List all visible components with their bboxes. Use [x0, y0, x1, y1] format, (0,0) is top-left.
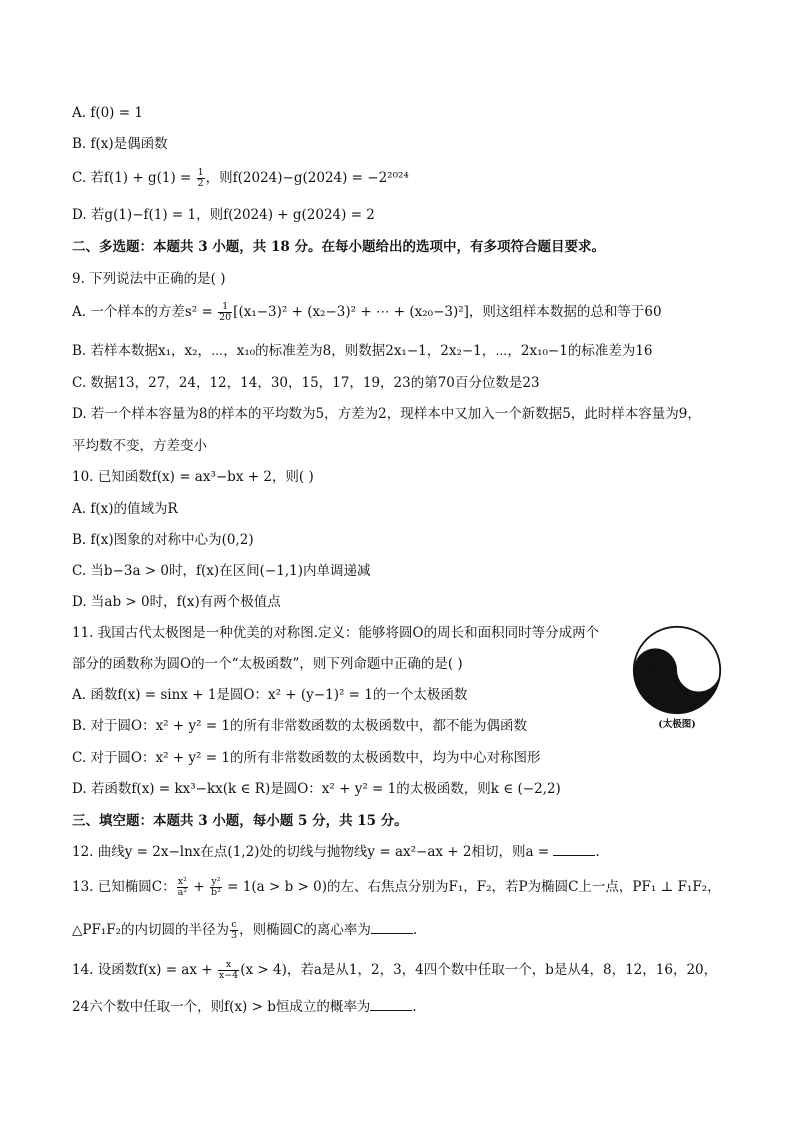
q10-option-c: C. 当b−3a > 0时，f(x)在区间(−1,1)内单调递减 — [72, 563, 371, 579]
q14-line2: 24六个数中任取一个，则f(x) > b恒成立的概率为 . — [72, 999, 417, 1015]
q9-option-d-line1: D. 若一个样本容量为8的样本的平均数为5，方差为2，现样本中又加入一个新数据5，此时样本容量为9， — [72, 406, 701, 422]
q10-option-a: A. f(x)的值域为R — [72, 501, 178, 517]
answer-blank — [371, 921, 413, 934]
fraction: $\frac{1}{20}$ — [219, 301, 232, 323]
answer-blank — [553, 843, 595, 856]
q9-stem: 9. 下列说法中正确的是( ) — [72, 271, 226, 287]
figure-caption: (太极图) — [658, 719, 696, 730]
section-heading-fill-in: 三、填空题：本题共 3 小题，每小题 5 分，共 15 分。 — [72, 813, 408, 829]
q11-stem-line1: 11. 我国古代太极图是一种优美的对称图.定义：能够将圆O的周长和面积同时等分成两个 — [72, 625, 600, 641]
answer-blank — [370, 998, 412, 1011]
q9-option-b: B. 若样本数据x₁，x₂，⋯，x₁₀的标准差为8，则数据2x₁−1，2x₂−1，⋯，2x₁₀−1的标准差为16 — [72, 343, 653, 359]
q10-option-d: D. 当ab > 0时，f(x)有两个极值点 — [72, 594, 281, 610]
taiji-figure — [632, 625, 722, 715]
q11-option-d: D. 若函数f(x) = kx³−kx(k ∈ R)是圆O：x² + y² = 1的太极函数，则k ∈ (−2,2) — [72, 781, 561, 797]
q8-option-a: A. f(0) = 1 — [72, 105, 143, 121]
q13-line1: 13. 已知椭圆C： $\frac{\text{x²}}{\text{a²}}$ + $\frac{\text{y²}}{\text{b²}}$ = 1(a > b > 0)的左、右焦点分别为F₁，F₂，若P为椭圆C上一点，PF₁ ⊥ F₁F₂， — [72, 876, 721, 898]
fraction: $\frac{x}{x-4}$ — [218, 959, 239, 981]
q10-option-b: B. f(x)图象的对称中心为(0,2) — [72, 532, 254, 548]
q11-option-c: C. 对于圆O：x² + y² = 1的所有非常数函数的太极函数中，均为中心对称图形 — [72, 750, 541, 766]
q13-line2: △PF₁F₂的内切圆的半径为 $\frac{c}{3}$ ，则椭圆C的离心率为 . — [72, 919, 418, 941]
q12: 12. 曲线y = 2x−lnx在点(1,2)处的切线与抛物线y = ax²−ax + 2相切，则a = . — [72, 844, 600, 860]
q9-option-d-line2: 平均数不变，方差变小 — [72, 438, 207, 454]
fraction: $\frac{1}{2}$ — [197, 167, 204, 189]
q11-option-a: A. 函数f(x) = sinx + 1是圆O：x² + (y−1)² = 1的一个太极函数 — [72, 687, 468, 703]
fraction: $\frac{\text{x²}}{\text{a²}}$ — [177, 876, 188, 898]
q14-line1: 14. 设函数f(x) = ax + $\frac{x}{x-4}$ (x > 4)，若a是从1，2，3，4四个数中任取一个，b是从4，8，12，16，20， — [72, 959, 718, 981]
q11-option-b: B. 对于圆O：x² + y² = 1的所有非常数函数的太极函数中，都不能为偶函数 — [72, 718, 528, 734]
q9-option-a: A. 一个样本的方差s² = $\frac{1}{20}$ [(x₁−3)² + (x₂−3)² + ⋯ + (x₂₀−3)²]，则这组样本数据的总和等于60 — [72, 301, 662, 323]
fraction: $\frac{\text{y²}}{\text{b²}}$ — [210, 876, 221, 898]
q8-option-d: D. 若g(1)−f(1) = 1，则f(2024) + g(2024) = 2 — [72, 207, 375, 223]
q8-option-b: B. f(x)是偶函数 — [72, 136, 168, 152]
q10-stem: 10. 已知函数f(x) = ax³−bx + 2，则( ) — [72, 469, 314, 485]
q11-stem-line2: 部分的函数称为圆O的一个“太极函数”，则下列命题中正确的是( ) — [72, 656, 463, 672]
fraction: $\frac{c}{3}$ — [231, 919, 238, 941]
section-heading-multiple-choice: 二、多选题：本题共 3 小题，共 18 分。在每小题给出的选项中，有多项符合题目要求。 — [72, 239, 605, 255]
q9-option-c: C. 数据13，27，24，12，14，30，15，17，19，23的第70百分位数是23 — [72, 375, 540, 391]
q8-option-c: C. 若f(1) + g(1) = $\frac{1}{2}$ ，则f(2024)−g(2024) = −2²⁰²⁴ — [72, 167, 409, 189]
